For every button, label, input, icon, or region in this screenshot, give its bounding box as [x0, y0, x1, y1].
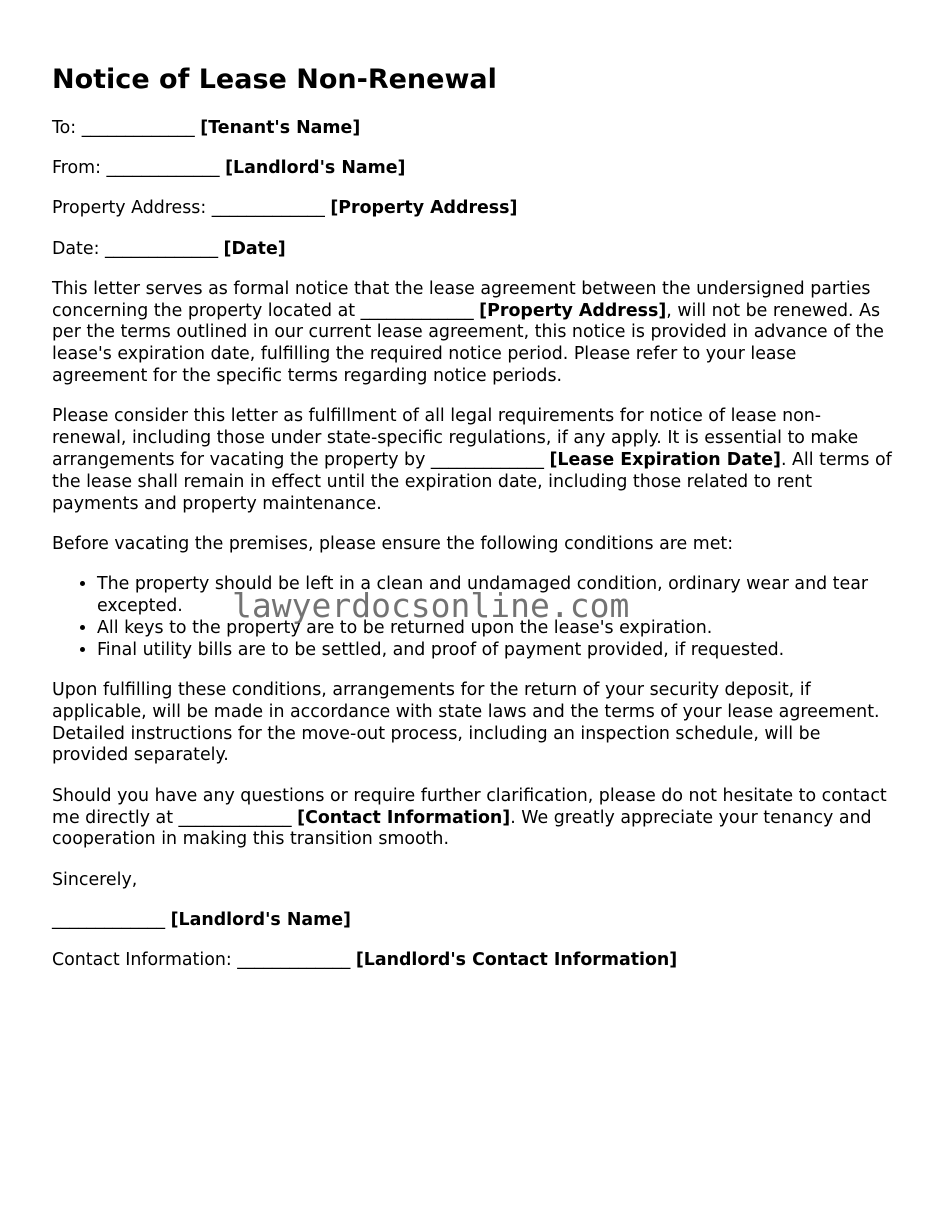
blank-line: _____________	[360, 300, 474, 321]
blank-line: _____________	[211, 198, 325, 219]
closing: Sincerely,	[52, 869, 138, 890]
blank-line: _____________	[52, 910, 166, 931]
conditions-list	[52, 574, 892, 661]
paragraph-text: , will not be renewed. As per the terms outlined in our current lease agreement, this notice is provided in advance of the lease's expiration date, fulfilling the required notice period. Please refer to your lease agreement for the specific terms regarding notice periods.	[52, 300, 884, 386]
date-label: Date:	[52, 238, 100, 259]
property-address-field	[52, 198, 892, 220]
landlord-signature-placeholder: [Landlord's Name]	[170, 910, 351, 931]
to-label: To:	[52, 118, 77, 138]
paragraph-text: . All terms of the lease shall remain in effect until the expiration date, including those related to rent payments and property maintenance.	[52, 449, 892, 514]
lease-expiration-placeholder: [Lease Expiration Date]	[549, 449, 781, 470]
list-item: • All keys to the property are to be returned upon the lease's expiration.	[97, 618, 892, 640]
blank-line: _____________	[81, 118, 195, 138]
blank-line: _____________	[237, 950, 351, 971]
landlord-name-placeholder: [Landlord's Name]	[225, 158, 406, 179]
date-field	[52, 239, 892, 261]
document-title: Notice of Lease Non-Renewal	[52, 64, 497, 95]
property-address-placeholder: [Property Address]	[479, 300, 667, 321]
paragraph-text: Should you have any questions or require further clarification, please do not hesitate to contact me directly at	[52, 785, 887, 828]
paragraph-text: Please consider this letter as fulfillment of all legal requirements for notice of lease non-renewal, including those under state-specific regulations, if any apply. It is essential to make arrangements for vacating the property by	[52, 406, 859, 470]
paragraph-questions	[52, 786, 892, 851]
to-field	[52, 118, 892, 140]
tenant-name-placeholder: [Tenant's Name]	[200, 118, 361, 138]
list-item: • The property should be left in a clean and undamaged condition, ordinary wear and tear excepted.	[97, 574, 892, 618]
landlord-contact-placeholder: [Landlord's Contact Information]	[355, 950, 678, 971]
contact-label: Contact Information:	[52, 950, 232, 971]
blank-line: _____________	[106, 158, 220, 179]
paragraph-legal	[52, 406, 892, 515]
paragraph-text: This letter serves as formal notice that the lease agreement between the undersigned parties concerning the property located at	[52, 278, 871, 321]
blank-line: _____________	[430, 449, 544, 470]
blank-line: _____________	[104, 238, 219, 259]
property-address-label: Property Address:	[52, 198, 207, 219]
property-address-placeholder: [Property Address]	[330, 198, 518, 219]
document-page	[52, 60, 892, 991]
paragraph-deposit: Upon fulfilling these conditions, arrangements for the return of your security deposit, if applicable, will be made in accordance with state laws and the terms of your lease agreement. Detailed instructions for the move-out process, including an inspection schedule, will be provided separately.	[52, 680, 880, 766]
paragraph-text: . We greatly appreciate your tenancy and cooperation in making this transition smooth.	[52, 807, 872, 850]
signature-line	[52, 910, 892, 932]
watermark: lawyerdocsonline.com	[232, 586, 630, 625]
from-label: From:	[52, 158, 101, 179]
paragraph-conditions-intro: Before vacating the premises, please ensure the following conditions are met:	[52, 533, 734, 554]
paragraph-notice	[52, 279, 892, 388]
contact-field	[52, 950, 892, 972]
list-item: • Final utility bills are to be settled, and proof of payment provided, if requested.	[97, 640, 892, 662]
blank-line: _____________	[178, 807, 292, 828]
contact-information-placeholder: [Contact Information]	[297, 807, 511, 828]
date-placeholder: [Date]	[223, 238, 286, 259]
from-field	[52, 158, 892, 180]
